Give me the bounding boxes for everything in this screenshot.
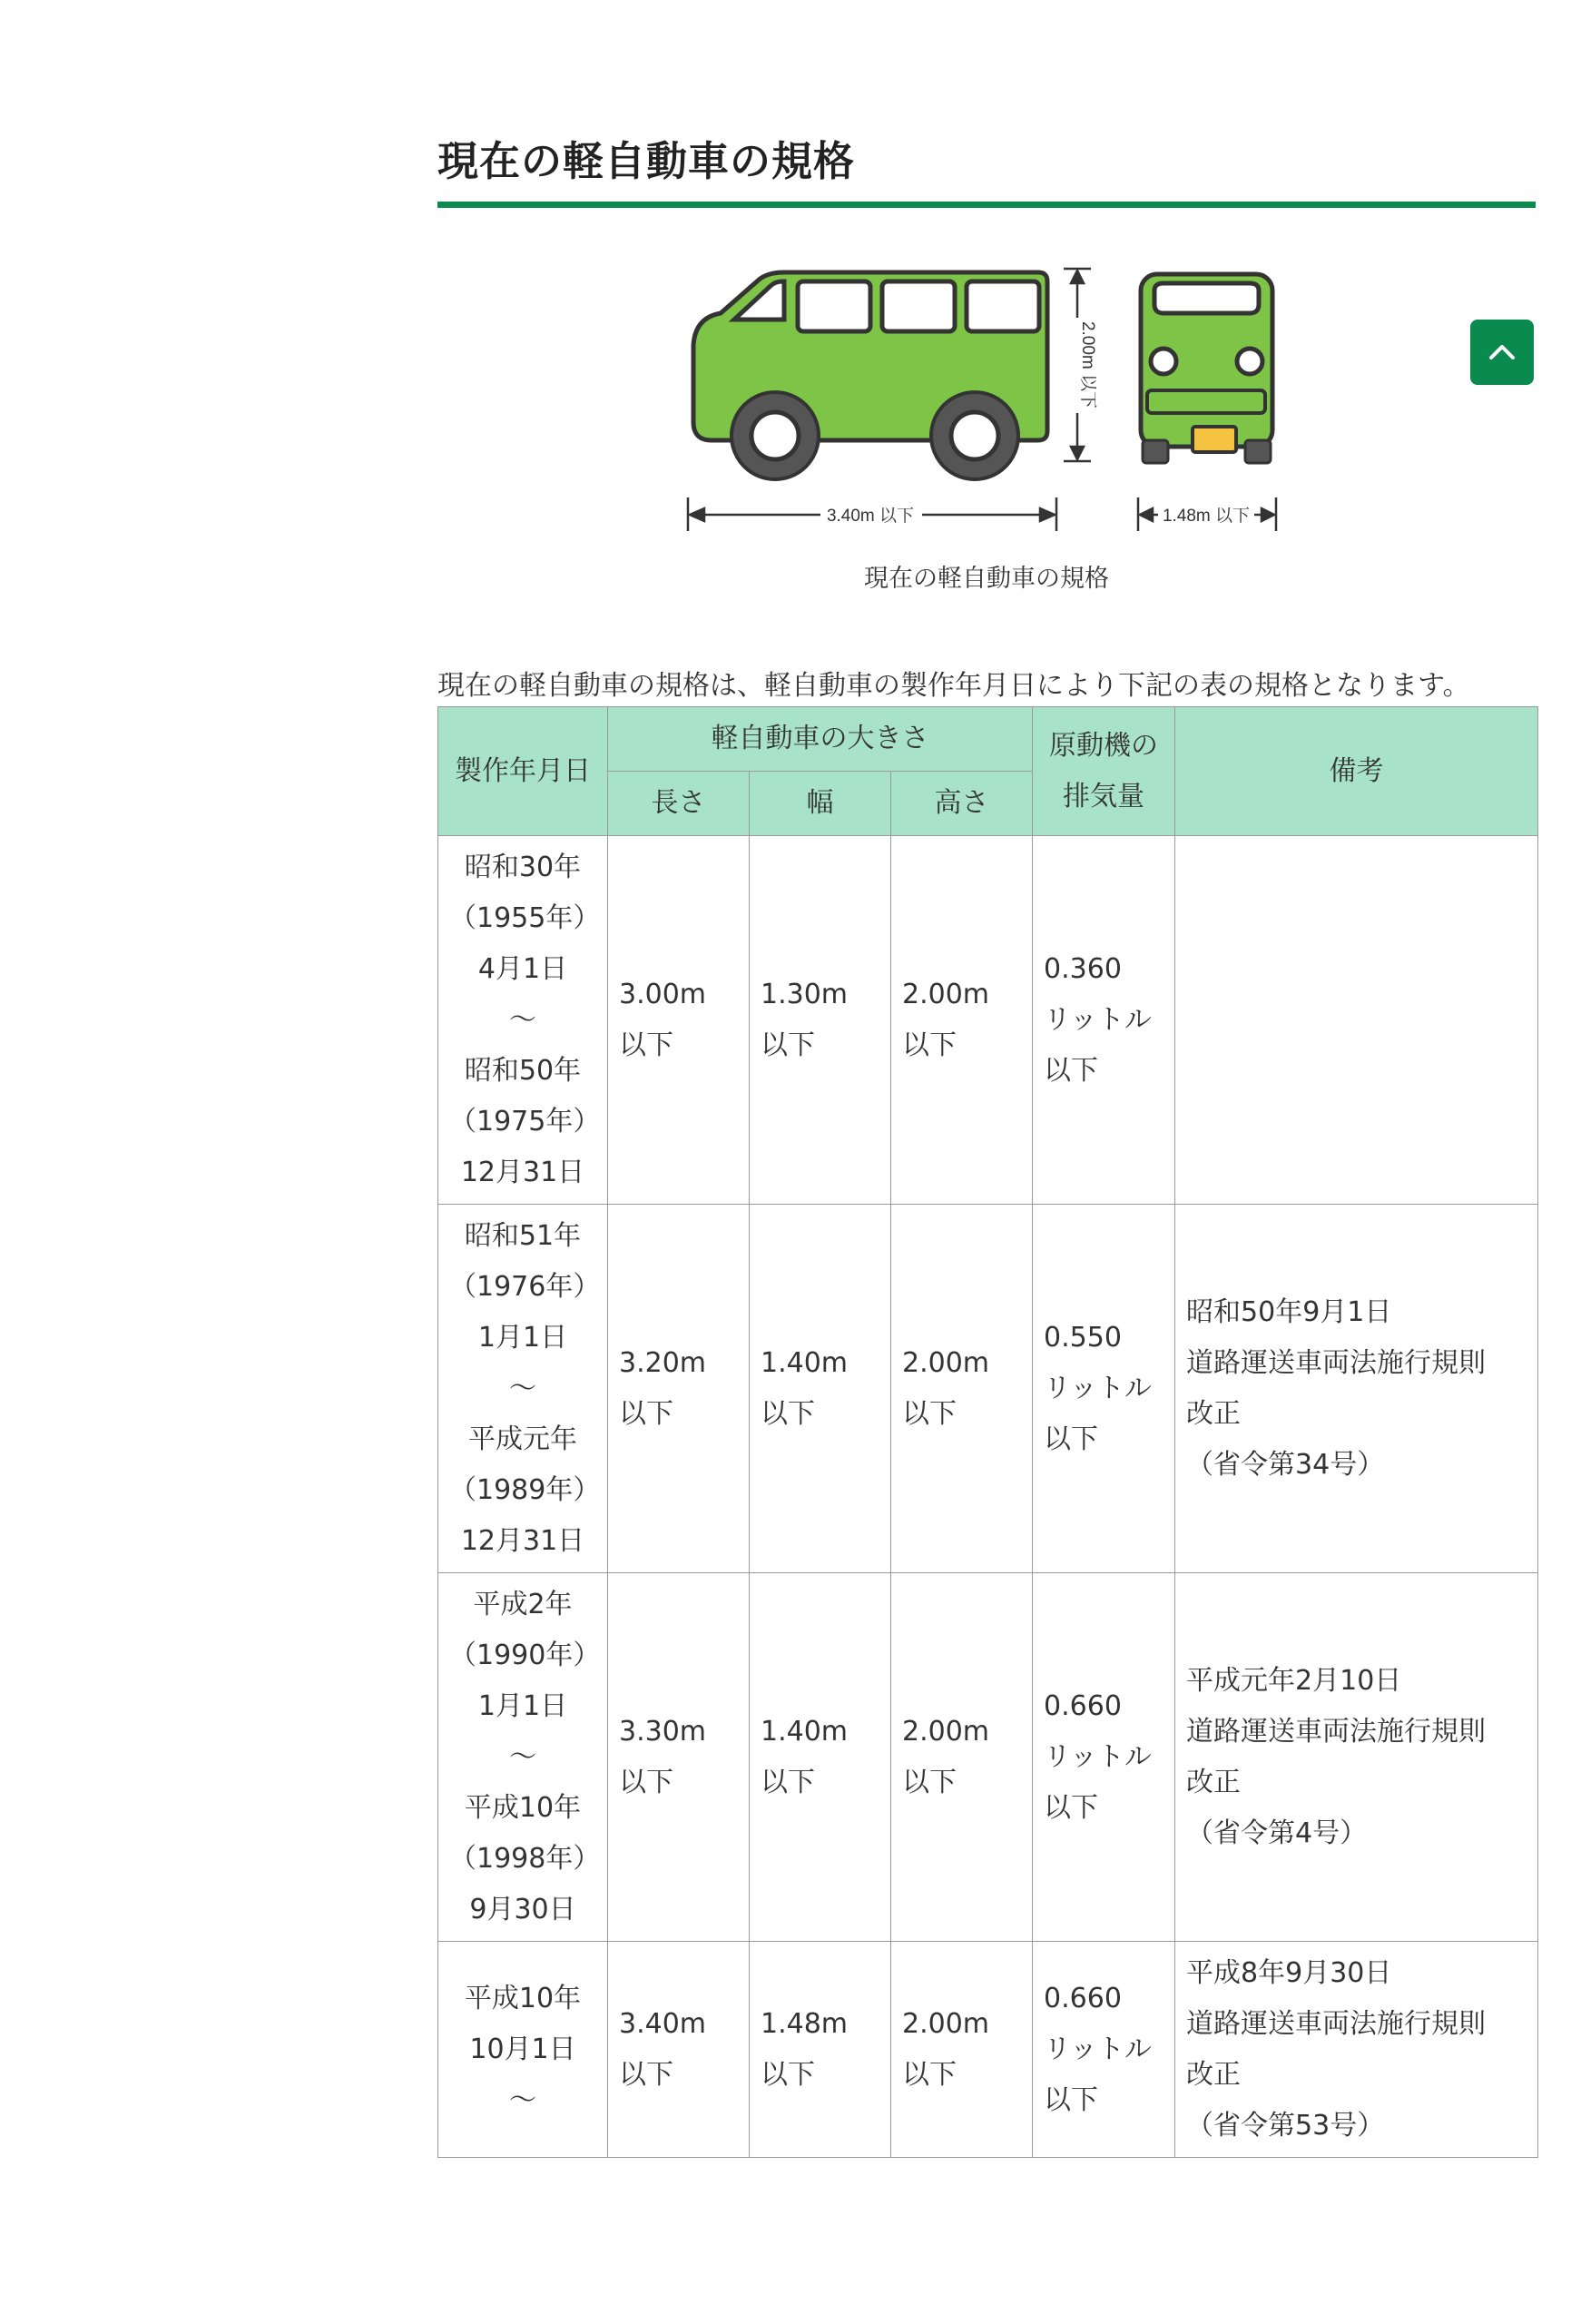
date-cell: 平成10年 10月1日 〜 (438, 1942, 608, 2158)
table-row (438, 836, 1538, 1205)
header-engine: 原動機の 排気量 (1033, 707, 1175, 836)
date-cell: 昭和51年 （1976年） 1月1日 〜 平成元年 （1989年） 12月31日 (438, 1205, 608, 1573)
length-cell: 3.40m 以下 (608, 1942, 750, 2158)
van-side-view (693, 272, 1047, 479)
length-cell: 3.20m 以下 (608, 1205, 750, 1573)
length-dimension-label: 3.40m 以下 (826, 507, 915, 526)
table-row (438, 1573, 1538, 1942)
remarks-cell: 平成元年2月10日 道路運送車両法施行規則 改正 （省令第4号） (1175, 1573, 1538, 1942)
kei-car-spec-table (437, 706, 1538, 2158)
table-row (438, 1942, 1538, 2158)
kei-car-figure (437, 254, 1536, 536)
date-cell: 平成2年 （1990年） 1月1日 〜 平成10年 （1998年） 9月30日 (438, 1573, 608, 1942)
height-cell: 2.00m 以下 (891, 1205, 1033, 1573)
page-title: 現在の軽自動車の規格 (437, 137, 856, 185)
height-cell: 2.00m 以下 (891, 836, 1033, 1205)
header-height: 高さ (891, 772, 1033, 836)
engine-cell: 0.550 リットル 以下 (1033, 1205, 1175, 1573)
height-dimension-label: 2.00m 以下 (1078, 320, 1097, 409)
header-length: 長さ (608, 772, 750, 836)
header-date: 製作年月日 (438, 707, 608, 836)
intro-text: 現在の軽自動車の規格は、軽自動車の製作年月日により下記の表の規格となります。 (437, 670, 1470, 702)
header-width: 幅 (750, 772, 891, 836)
length-cell: 3.00m 以下 (608, 836, 750, 1205)
width-cell: 1.48m 以下 (750, 1942, 891, 2158)
date-cell: 昭和30年 （1955年） 4月1日 〜 昭和50年 （1975年） 12月31日 (438, 836, 608, 1205)
width-cell: 1.30m 以下 (750, 836, 891, 1205)
height-cell: 2.00m 以下 (891, 1942, 1033, 2158)
remarks-cell: 昭和50年9月1日 道路運送車両法施行規則 改正 （省令第34号） (1175, 1205, 1538, 1573)
header-size-group: 軽自動車の大きさ (608, 707, 1033, 772)
width-dimension-label: 1.48m 以下 (1162, 507, 1251, 526)
remarks-cell (1175, 836, 1538, 1205)
engine-cell: 0.660 リットル 以下 (1033, 1942, 1175, 2158)
height-cell: 2.00m 以下 (891, 1573, 1033, 1942)
width-cell: 1.40m 以下 (750, 1573, 891, 1942)
engine-cell: 0.660 リットル 以下 (1033, 1573, 1175, 1942)
header-remarks: 備考 (1175, 707, 1538, 836)
figure-caption: 現在の軽自動車の規格 (864, 565, 1109, 593)
table-row (438, 1205, 1538, 1573)
width-cell: 1.40m 以下 (750, 1205, 891, 1573)
chevron-up-icon (1486, 336, 1518, 369)
title-underline (437, 202, 1536, 208)
remarks-cell: 平成8年9月30日 道路運送車両法施行規則 改正 （省令第53号） (1175, 1942, 1538, 2158)
table-header-row (438, 707, 1538, 772)
back-to-top-button[interactable] (1470, 320, 1534, 385)
engine-cell: 0.360 リットル 以下 (1033, 836, 1175, 1205)
kei-car-illustration (684, 254, 1320, 536)
length-cell: 3.30m 以下 (608, 1573, 750, 1942)
van-front-view (1141, 274, 1272, 463)
